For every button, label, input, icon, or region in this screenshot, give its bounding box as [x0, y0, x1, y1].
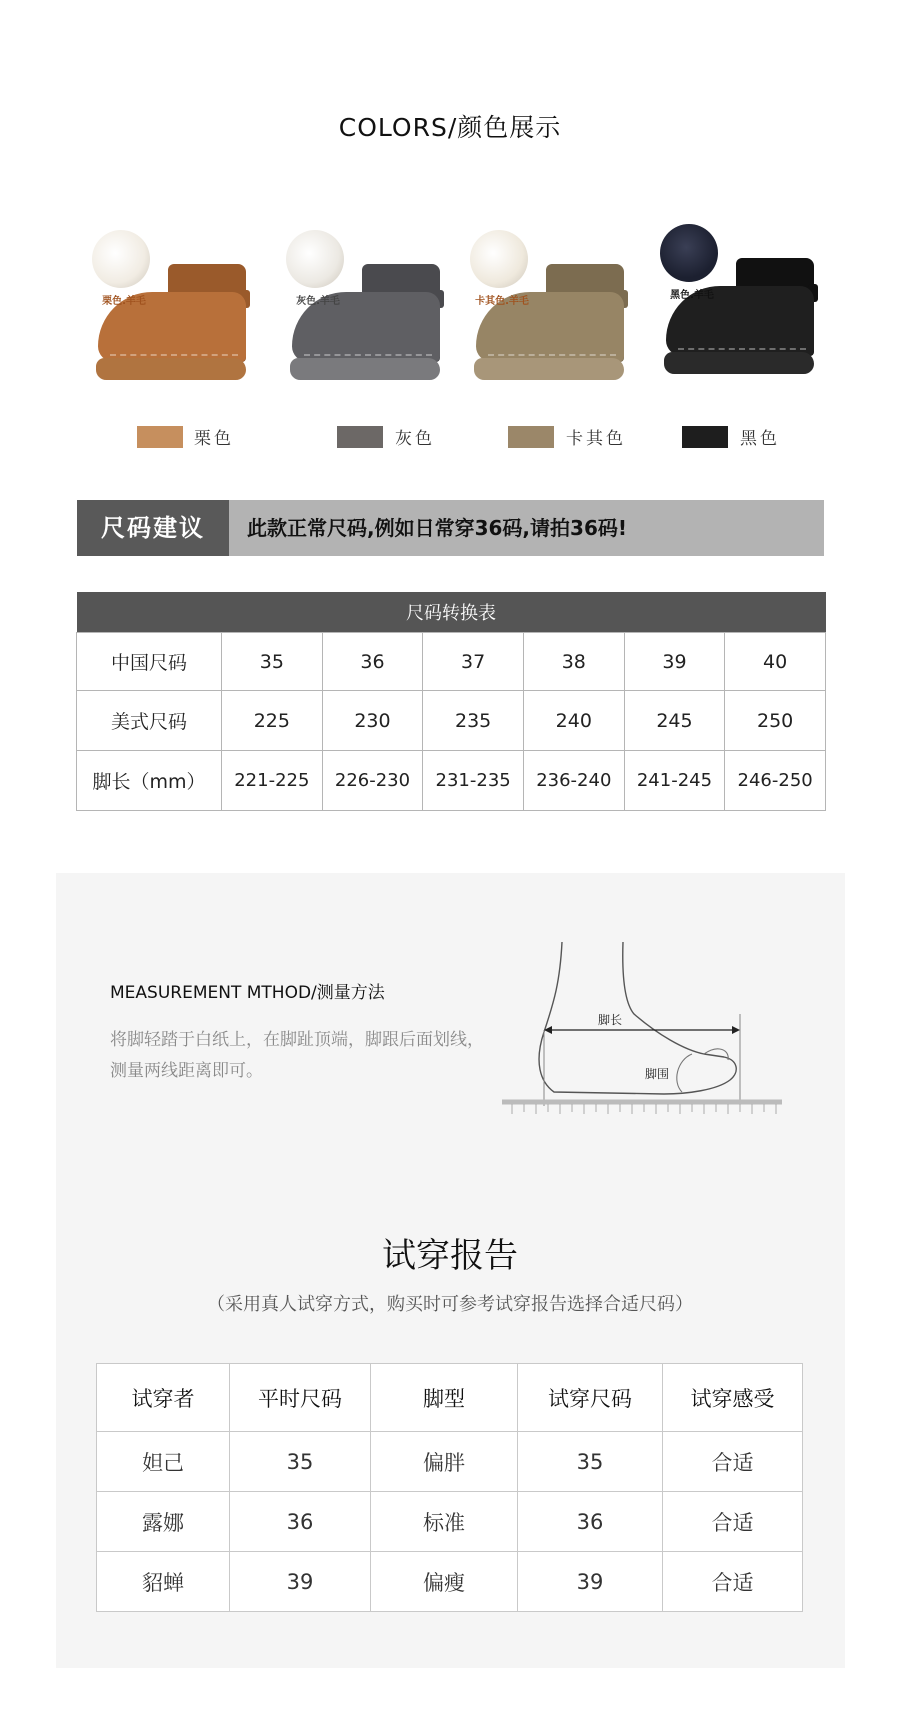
table-row [97, 1432, 803, 1492]
boot-sole [290, 358, 440, 380]
foot-girth-label: 脚围 [645, 1067, 670, 1081]
table-cell: 貂蝉 [97, 1552, 230, 1612]
table-cell: 226-230 [322, 751, 423, 811]
table-cell: 妲己 [97, 1432, 230, 1492]
swatch-chestnut [137, 426, 183, 448]
table-cell: 露娜 [97, 1492, 230, 1552]
size-advice-label: 尺码建议 [77, 500, 229, 556]
table-cell: 225 [222, 691, 323, 751]
colors-title: COLORS/颜色展示 [338, 113, 562, 142]
table-cell: 36 [230, 1492, 371, 1552]
table-cell: 偏胖 [371, 1432, 518, 1492]
size-advice-text: 此款正常尺码,例如日常穿36码,请拍36码! [247, 516, 627, 540]
size-conversion-table [76, 592, 826, 811]
boot-image-khaki [466, 220, 636, 390]
foot-measurement-diagram [492, 942, 792, 1122]
swatch-black [682, 426, 728, 448]
table-row [77, 751, 826, 811]
row-label: 脚长（mm） [77, 751, 222, 811]
table-cell: 35 [230, 1432, 371, 1492]
table-row [97, 1492, 803, 1552]
fur-lining-image [92, 230, 150, 288]
table-cell: 231-235 [423, 751, 524, 811]
boot-sole [664, 352, 814, 374]
table-cell: 偏瘦 [371, 1552, 518, 1612]
swatch-label: 黑色 [740, 429, 780, 449]
table-cell: 37 [423, 633, 524, 691]
table-header-row [97, 1364, 803, 1432]
row-label: 中国尺码 [77, 633, 222, 691]
report-title: 试穿报告 [382, 1236, 518, 1276]
table-cell: 245 [624, 691, 725, 751]
table-row [77, 691, 826, 751]
boot-image-chestnut [88, 220, 258, 390]
table-cell: 合适 [663, 1432, 803, 1492]
size-table-title: 尺码转换表 [77, 592, 826, 633]
table-cell: 38 [523, 633, 624, 691]
boot-sole [96, 358, 246, 380]
measurement-title: MEASUREMENT MTHOD/测量方法 [110, 983, 385, 1003]
table-cell: 39 [230, 1552, 371, 1612]
table-cell: 合适 [663, 1552, 803, 1612]
table-cell: 240 [523, 691, 624, 751]
table-cell: 标准 [371, 1492, 518, 1552]
table-cell: 250 [725, 691, 826, 751]
row-label: 美式尺码 [77, 691, 222, 751]
measurement-description: 将脚轻踏于白纸上，在脚趾顶端，脚跟后面划线，测量两线距离即可。 [110, 1030, 484, 1081]
swatch-label: 灰色 [395, 429, 435, 449]
table-cell: 235 [423, 691, 524, 751]
table-row [97, 1552, 803, 1612]
table-cell: 合适 [663, 1492, 803, 1552]
fur-lining-image [470, 230, 528, 288]
boot-image-black [656, 214, 826, 384]
column-header: 脚型 [371, 1364, 518, 1432]
table-cell: 39 [624, 633, 725, 691]
table-cell: 241-245 [624, 751, 725, 811]
column-header: 平时尺码 [230, 1364, 371, 1432]
swatch-label: 栗色 [194, 429, 234, 449]
table-cell: 35 [222, 633, 323, 691]
table-cell: 40 [725, 633, 826, 691]
table-row [77, 633, 826, 691]
table-cell: 236-240 [523, 751, 624, 811]
fitting-report-table [96, 1363, 803, 1612]
table-cell: 246-250 [725, 751, 826, 811]
boot-sole [474, 358, 624, 380]
fur-lining-image [660, 224, 718, 282]
ruler-ticks [512, 1104, 776, 1114]
fur-label: 卡其色.羊毛 [475, 296, 529, 307]
fur-label: 灰色.羊毛 [296, 296, 340, 307]
table-cell: 221-225 [222, 751, 323, 811]
column-header: 试穿者 [97, 1364, 230, 1432]
fur-label: 栗色.羊毛 [102, 296, 146, 307]
table-cell: 36 [322, 633, 423, 691]
table-cell: 35 [518, 1432, 663, 1492]
boot-image-gray [282, 220, 452, 390]
swatch-label: 卡其色 [566, 429, 626, 449]
report-subtitle: （采用真人试穿方式，购买时可参考试穿报告选择合适尺码） [207, 1294, 693, 1315]
fur-label: 黑色.羊毛 [670, 290, 714, 301]
swatch-khaki [508, 426, 554, 448]
fur-lining-image [286, 230, 344, 288]
table-cell: 39 [518, 1552, 663, 1612]
size-advice-banner [77, 500, 824, 556]
swatch-gray [337, 426, 383, 448]
column-header: 试穿感受 [663, 1364, 803, 1432]
column-header: 试穿尺码 [518, 1364, 663, 1432]
table-cell: 230 [322, 691, 423, 751]
table-cell: 36 [518, 1492, 663, 1552]
foot-length-label: 脚长 [598, 1013, 623, 1027]
